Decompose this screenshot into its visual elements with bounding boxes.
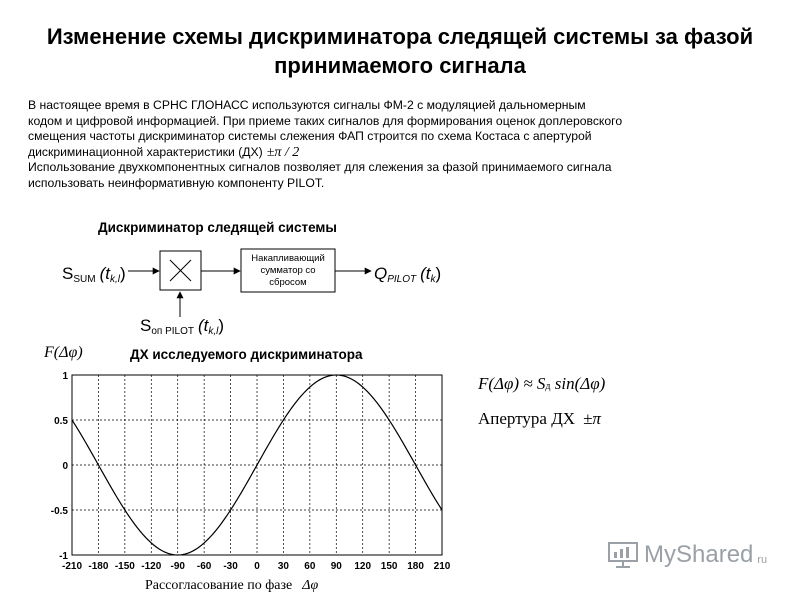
- input-sum-signal: SSUM (tk,l): [62, 264, 126, 285]
- input-reference-signal: Sоп PILOT (tk,l): [140, 316, 225, 337]
- x-tick-label: 60: [304, 561, 316, 572]
- paragraph-line: В настоящее время в СРНС ГЛОНАСС используются сигналы ФМ-2 с модуляцией дальномерным: [28, 98, 586, 112]
- chart-ylabel: F(Δφ): [44, 344, 83, 361]
- x-tick-labels: [62, 561, 451, 572]
- xlabel-math: Δφ: [302, 578, 319, 593]
- accumulator-label-line: сумматор со: [260, 265, 316, 276]
- watermark-text: MyShared: [644, 541, 754, 568]
- watermark-suffix: ru: [757, 554, 768, 566]
- aperture-label: Апертура ДХ ±π: [478, 409, 601, 428]
- aperture-value: ±π: [583, 409, 601, 428]
- y-tick-labels: [51, 371, 69, 562]
- characteristic-formula: F(Δφ) ≈ Sд sin(Δφ): [478, 374, 606, 393]
- y-tick-label: 0.5: [54, 416, 68, 427]
- x-tick-label: -90: [170, 561, 185, 572]
- x-tick-label: 30: [277, 561, 289, 572]
- x-tick-label: -180: [88, 561, 109, 572]
- x-tick-label: -210: [61, 561, 83, 572]
- y-tick-label: -1: [59, 551, 68, 562]
- y-tick-label: 1: [62, 371, 68, 382]
- paragraph-line: Использование двухкомпонентных сигналов позволяет для слежения за фазой принимаемого сигнала: [28, 160, 612, 175]
- chart-xlabel: Рассогласование по фазе Δφ: [145, 578, 319, 593]
- watermark: [606, 540, 767, 570]
- chart-title: ДХ исследуемого дискриминатора: [130, 347, 363, 362]
- paragraph-line: смещения частоты дискриминатор системы слежения ФАП строится по схема Костаса с апертурой: [28, 129, 592, 144]
- diagram-title: Дискриминатор следящей системы: [98, 220, 337, 235]
- x-tick-label: 120: [354, 561, 372, 572]
- x-tick-label: -150: [114, 561, 135, 572]
- accumulator-label-line: сбросом: [269, 277, 307, 288]
- x-tick-label: -120: [141, 561, 162, 572]
- x-tick-label: -30: [223, 561, 238, 572]
- x-tick-label: 180: [407, 561, 424, 572]
- x-tick-label: 90: [330, 561, 342, 572]
- paragraph-line: использовать неинформативную компоненту PILOT.: [28, 175, 325, 190]
- output-q-pilot: QPILOT (tk): [374, 264, 442, 285]
- presentation-icon: [606, 540, 640, 570]
- x-tick-label: 0: [254, 561, 260, 572]
- x-tick-label: 210: [433, 561, 451, 572]
- y-tick-label: -0.5: [50, 506, 68, 517]
- y-tick-label: 0: [62, 461, 68, 472]
- x-tick-label: 150: [380, 561, 398, 572]
- paragraph-line: кодом и цифровой информацией. При приеме таких сигналов для формирования оценок доплеровского: [28, 113, 623, 128]
- paragraph-line: дискриминационной характеристики (ДХ) ±π / 2: [28, 144, 300, 160]
- slide-title: Изменение схемы дискриминатора следящей системы за фазой принимаемого сигнала: [46, 24, 754, 78]
- x-tick-label: -60: [196, 561, 212, 572]
- aperture-inline-math: ±π / 2: [266, 144, 300, 160]
- accumulator-label-line: Накапливающий: [251, 253, 325, 264]
